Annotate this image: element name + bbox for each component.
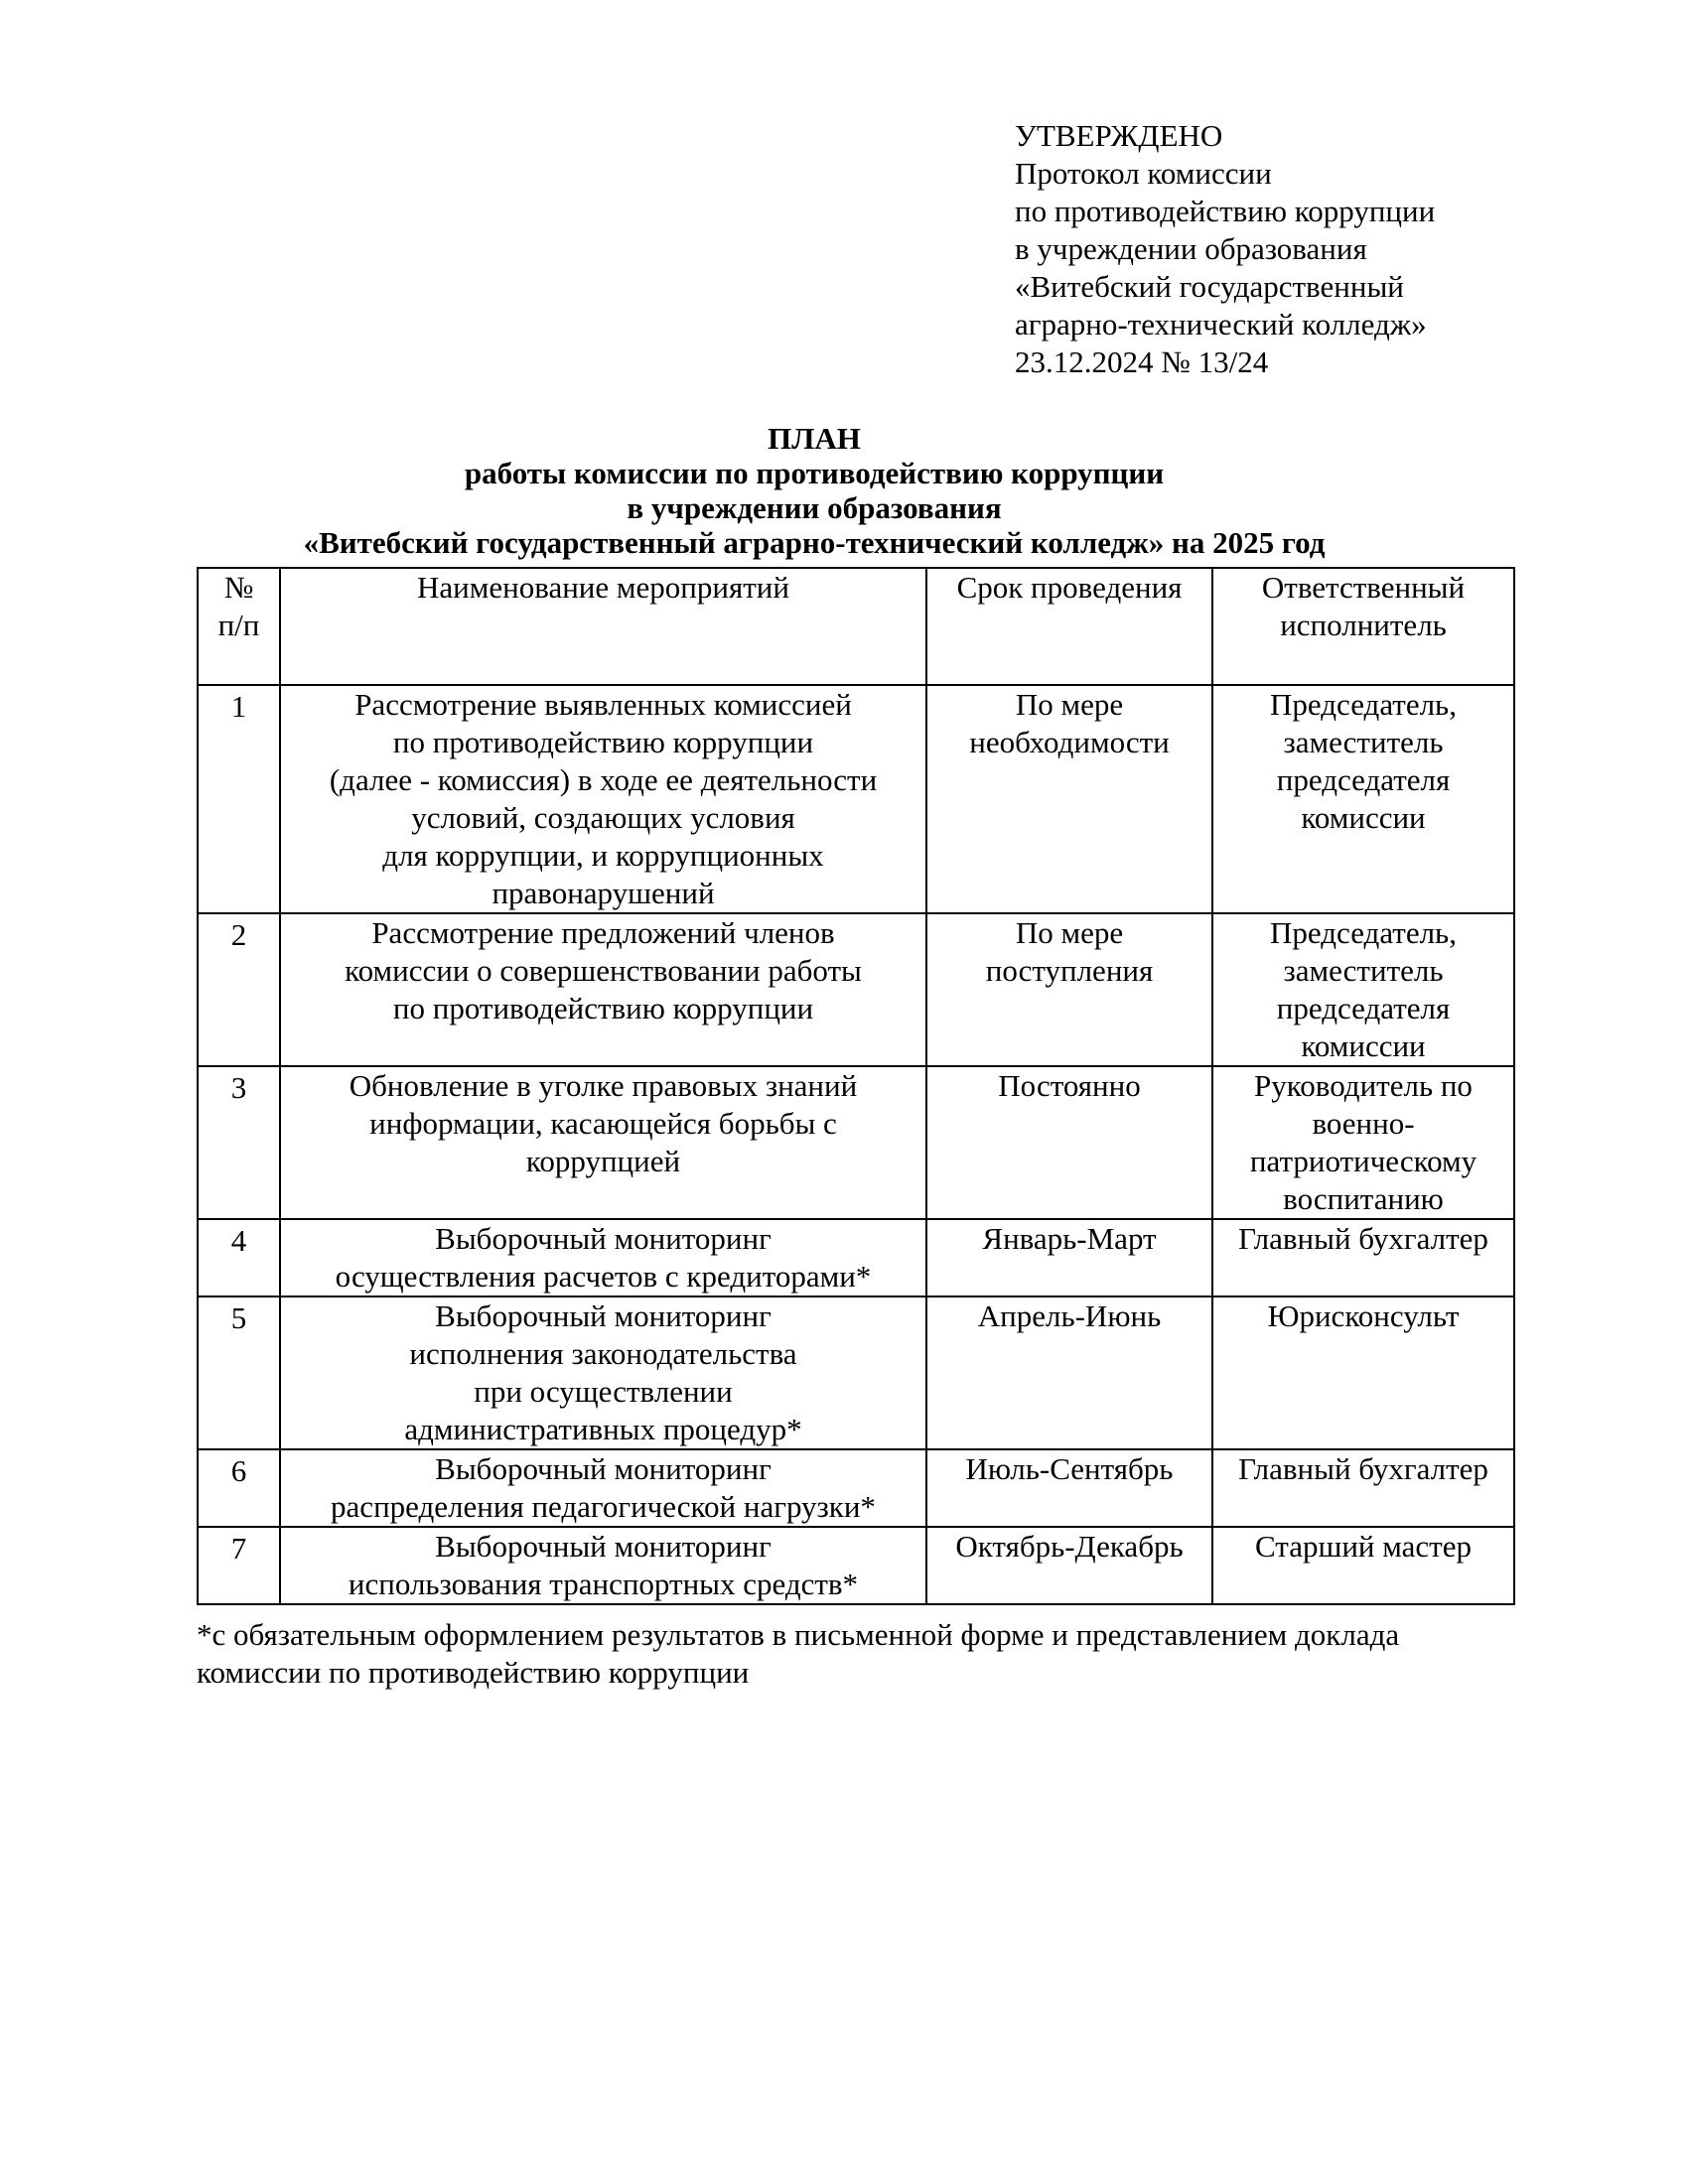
cell-term-line: необходимости (969, 725, 1170, 759)
cell-responsible (1212, 913, 1514, 1066)
cell-responsible-line: Главный бухгалтер (1238, 1221, 1488, 1256)
cell-activity-line: Выборочный мониторинг (435, 1221, 772, 1256)
cell-activity-line: условий, создающих условия (411, 800, 795, 835)
approval-line: УТВЕРЖДЕНО (1015, 118, 1223, 153)
cell-activity-line: административных процедур* (404, 1412, 802, 1446)
cell-activity (280, 1066, 926, 1219)
table-row (198, 1066, 1514, 1219)
table-header-row (198, 568, 1514, 685)
title-line: в учреждении образования (627, 490, 1002, 525)
cell-activity (280, 1219, 926, 1297)
approval-date: 23.12.2024 № 13/24 (1015, 344, 1269, 379)
cell-term (926, 1219, 1212, 1297)
cell-term (926, 1449, 1212, 1527)
header-line: Наименование мероприятий (417, 570, 789, 605)
cell-number: 6 (198, 1449, 280, 1527)
approval-line: аграрно-технический колледж» (1015, 307, 1427, 341)
cell-term (926, 913, 1212, 1066)
approval-line: по противодействию коррупции (1015, 194, 1436, 228)
table-row (198, 913, 1514, 1066)
cell-responsible-line: Юрисконсульт (1267, 1298, 1460, 1333)
header-line: Ответственный (1261, 570, 1466, 605)
header-number (198, 568, 280, 685)
cell-number: 4 (198, 1219, 280, 1297)
cell-activity-line: Выборочный мониторинг (435, 1451, 772, 1486)
cell-activity-line: использования транспортных средств* (348, 1567, 859, 1601)
cell-responsible-line: комиссии (1301, 800, 1426, 835)
cell-activity-line: (далее - комиссия) в ходе ее деятельности (329, 762, 878, 797)
approval-stamp (1015, 117, 1435, 381)
document-title (0, 421, 1628, 560)
cell-activity (280, 685, 926, 913)
cell-activity-line: Выборочный мониторинг (435, 1298, 772, 1333)
cell-activity-line: при осуществлении (474, 1374, 733, 1409)
table-row (198, 1527, 1514, 1604)
cell-number: 7 (198, 1527, 280, 1604)
cell-activity-line: Выборочный мониторинг (435, 1529, 772, 1564)
title-line: работы комиссии по противодействию коррупции (464, 456, 1165, 490)
cell-responsible-line: Старший мастер (1255, 1529, 1472, 1564)
table-row (198, 685, 1514, 913)
cell-activity-line: Обновление в уголке правовых знаний (349, 1068, 858, 1103)
header-line: п/п (217, 608, 260, 642)
table-row (198, 1219, 1514, 1297)
header-line: исполнитель (1280, 608, 1447, 642)
cell-activity-line: Рассмотрение выявленных комиссией (354, 687, 852, 722)
cell-activity-line: информации, касающейся борьбы с (369, 1106, 837, 1141)
cell-term-line: По мере (1015, 687, 1124, 722)
plan-table-body (198, 568, 1514, 1604)
cell-responsible (1212, 685, 1514, 913)
cell-activity-line: по противодействию коррупции (392, 991, 814, 1025)
table-row (198, 1297, 1514, 1449)
table-row (198, 1449, 1514, 1527)
cell-number: 1 (198, 685, 280, 913)
cell-responsible-line: председателя (1276, 762, 1451, 797)
cell-activity (280, 1297, 926, 1449)
cell-term-line: Апрель-Июнь (977, 1298, 1162, 1333)
cell-responsible (1212, 1219, 1514, 1297)
cell-term-line: Январь-Март (982, 1221, 1157, 1256)
cell-responsible-line: Председатель, (1270, 687, 1457, 722)
cell-responsible-line: военно- (1312, 1106, 1415, 1141)
cell-responsible-line: комиссии (1301, 1028, 1426, 1063)
cell-term-line: Постоянно (998, 1068, 1141, 1103)
approval-line: «Витебский государственный (1015, 269, 1404, 304)
cell-term-line: поступления (985, 953, 1154, 988)
cell-activity-line: исполнения законодательства (409, 1336, 797, 1371)
approval-line: в учреждении образования (1015, 231, 1367, 266)
cell-activity (280, 1449, 926, 1527)
cell-activity-line: по противодействию коррупции (392, 725, 814, 759)
cell-activity-line: коррупцией (525, 1144, 681, 1178)
header-line: № (223, 570, 254, 605)
cell-responsible-line: патриотическому (1249, 1144, 1477, 1178)
cell-activity (280, 913, 926, 1066)
header-activity (280, 568, 926, 685)
footnote (197, 1616, 1399, 1692)
cell-number: 3 (198, 1066, 280, 1219)
footnote-line: *с обязательным оформлением результатов в письменной форме и представлением доклада (197, 1617, 1400, 1652)
title-line: ПЛАН (768, 421, 861, 456)
cell-term-line: Июль-Сентябрь (965, 1451, 1174, 1486)
approval-line: Протокол комиссии (1015, 156, 1272, 191)
cell-term (926, 1066, 1212, 1219)
header-term (926, 568, 1212, 685)
cell-responsible-line: Главный бухгалтер (1238, 1451, 1488, 1486)
header-line: Срок проведения (956, 570, 1183, 605)
cell-term-line: По мере (1015, 915, 1124, 950)
cell-activity-line: осуществления расчетов с кредиторами* (335, 1259, 872, 1294)
cell-activity-line: комиссии о совершенствовании работы (345, 953, 862, 988)
cell-activity-line: правонарушений (492, 876, 715, 910)
cell-responsible (1212, 1449, 1514, 1527)
cell-responsible (1212, 1527, 1514, 1604)
cell-activity (280, 1527, 926, 1604)
cell-number: 5 (198, 1297, 280, 1449)
cell-number: 2 (198, 913, 280, 1066)
cell-responsible-line: заместитель (1283, 953, 1444, 988)
cell-term (926, 1297, 1212, 1449)
footnote-line: комиссии по противодействию коррупции (197, 1655, 750, 1690)
cell-responsible-line: Руководитель по (1254, 1068, 1473, 1103)
cell-activity-line: Рассмотрение предложений членов (371, 915, 835, 950)
title-line: «Витебский государственный аграрно-технический колледж» на 2025 год (303, 525, 1326, 560)
header-responsible (1212, 568, 1514, 685)
cell-responsible-line: заместитель (1283, 725, 1444, 759)
cell-term (926, 1527, 1212, 1604)
cell-term-line: Октябрь-Декабрь (955, 1529, 1184, 1564)
plan-table (197, 567, 1515, 1605)
cell-responsible-line: Председатель, (1270, 915, 1457, 950)
cell-responsible-line: председателя (1276, 991, 1451, 1025)
cell-term (926, 685, 1212, 913)
cell-responsible (1212, 1297, 1514, 1449)
cell-activity-line: для коррупции, и коррупционных (382, 838, 824, 873)
cell-activity-line: распределения педагогической нагрузки* (331, 1489, 876, 1524)
cell-responsible (1212, 1066, 1514, 1219)
cell-responsible-line: воспитанию (1283, 1181, 1444, 1216)
